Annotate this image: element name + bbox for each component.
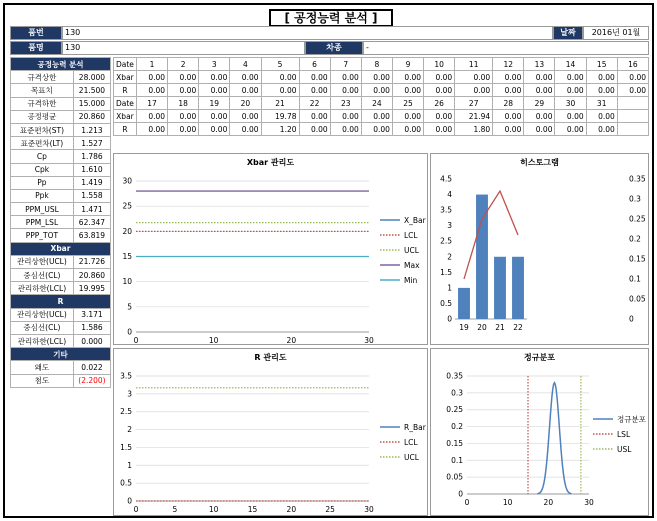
data-cell: 27: [455, 97, 493, 110]
data-cell: 0.00: [136, 110, 167, 123]
summary-label: Ppk: [11, 189, 74, 202]
legend-label: R_Bar: [404, 423, 426, 432]
data-cell: 31: [586, 97, 617, 110]
section-header: Xbar: [11, 242, 111, 255]
y-tick-label: 20: [122, 226, 132, 236]
histogram-bar: [512, 257, 524, 319]
part-name-label: 품명: [10, 41, 62, 55]
data-cell: 5: [261, 58, 299, 71]
summary-table: [10, 57, 111, 388]
r-chart-title: R 관리도: [254, 353, 287, 362]
data-cell: [617, 123, 648, 136]
y-tick-label: 1: [447, 283, 452, 293]
x-tick-label: 0: [133, 336, 139, 344]
data-cell: 29: [524, 97, 555, 110]
summary-label: PPP_TOT: [11, 229, 74, 242]
section-header: 기타: [11, 348, 111, 361]
y-tick-label: 0.1: [451, 455, 463, 465]
summary-value: 15.000: [73, 97, 110, 110]
summary-label: Pp: [11, 176, 74, 189]
data-cell: 24: [361, 97, 392, 110]
data-cell: 0.00: [199, 110, 230, 123]
x-tick-label: 20: [286, 505, 297, 514]
distribution-line: [464, 191, 518, 279]
y-tick-label: 25: [122, 201, 132, 211]
y2-tick-label: 0.05: [629, 294, 646, 304]
y-tick-label: 0.2: [451, 422, 463, 432]
x-tick-label: 30: [364, 505, 374, 514]
summary-label: Cp: [11, 150, 74, 163]
summary-value: 63.819: [73, 229, 110, 242]
data-cell: 1.80: [455, 123, 493, 136]
legend-label: LSL: [617, 430, 631, 439]
data-cell: 0.00: [424, 84, 455, 97]
data-cell: 17: [136, 97, 167, 110]
data-cell: 0.00: [361, 110, 392, 123]
data-cell: 0.00: [199, 123, 230, 136]
data-cell: 1.20: [261, 123, 299, 136]
data-cell: 0.00: [330, 110, 361, 123]
data-cell: 16: [617, 58, 648, 71]
histogram-bar: [458, 288, 470, 319]
summary-value: (2.200): [73, 374, 110, 387]
y-tick-label: 2.5: [440, 236, 452, 246]
summary-value: 28.000: [73, 71, 110, 84]
data-cell: 0.00: [493, 84, 524, 97]
y2-tick-label: 0: [629, 314, 634, 324]
y2-tick-label: 0.3: [629, 194, 641, 204]
y-tick-label: 0.5: [440, 298, 452, 308]
data-cell: 9: [392, 58, 423, 71]
data-cell: 0.00: [524, 84, 555, 97]
x-tick-label: 10: [208, 336, 219, 344]
r-chart: [113, 348, 428, 516]
y-tick-label: 0.25: [446, 405, 463, 415]
y-tick-label: 3: [447, 221, 452, 231]
data-cell: 0.00: [230, 84, 261, 97]
data-cell: 0.00: [617, 71, 648, 84]
data-cell: 0.00: [524, 123, 555, 136]
normal-dist-chart-title: 정규분포: [524, 353, 555, 362]
summary-row: [11, 71, 111, 84]
part-no-value[interactable]: 130: [62, 26, 553, 40]
data-cell: 0.00: [299, 84, 330, 97]
summary-label: 규격상한: [11, 71, 74, 84]
histogram-chart-title: 히스토그램: [520, 158, 559, 167]
data-cell: 0.00: [586, 84, 617, 97]
data-cell: 4: [230, 58, 261, 71]
data-cell: 21.94: [455, 110, 493, 123]
y-tick-label: 3.5: [120, 371, 132, 381]
data-cell: 0.00: [617, 84, 648, 97]
x-tick-label: 10: [208, 505, 219, 514]
normal-dist-chart: [430, 348, 649, 516]
data-cell: 0.00: [424, 110, 455, 123]
data-cell: 2: [168, 58, 199, 71]
data-cell: 0.00: [524, 71, 555, 84]
summary-row: [11, 163, 111, 176]
summary-value: 19.995: [73, 282, 110, 295]
x-tick-label: 21: [495, 323, 505, 332]
legend-label: X_Bar: [404, 216, 426, 225]
x-tick-label: 20: [286, 336, 297, 344]
summary-row: [11, 334, 111, 347]
summary-label: 관리상한(UCL): [11, 308, 74, 321]
data-cell: 28: [493, 97, 524, 110]
summary-label: 중심선(CL): [11, 321, 74, 334]
page-title: [ 공정능력 분석 ]: [269, 9, 393, 27]
row-header: Xbar: [114, 71, 137, 84]
section-header: R: [11, 295, 111, 308]
y-tick-label: 5: [127, 302, 132, 312]
y-tick-label: 0.05: [446, 472, 463, 482]
data-cell: 0.00: [361, 84, 392, 97]
summary-label: 왜도: [11, 361, 74, 374]
x-tick-label: 10: [502, 498, 513, 507]
summary-label: 중심선(CL): [11, 269, 74, 282]
summary-value: 1.419: [73, 176, 110, 189]
legend-label: USL: [617, 445, 632, 454]
legend-label: UCL: [404, 453, 419, 462]
data-cell: 10: [424, 58, 455, 71]
summary-value: 3.171: [73, 308, 110, 321]
data-cell: 0.00: [230, 71, 261, 84]
data-cell: 19.78: [261, 110, 299, 123]
data-cell: 0.00: [261, 71, 299, 84]
legend-label: Max: [404, 261, 420, 270]
data-cell: 0.00: [493, 123, 524, 136]
data-cell: 22: [299, 97, 330, 110]
xbar-chart: [113, 153, 428, 345]
summary-row: [11, 97, 111, 110]
summary-row: [11, 255, 111, 268]
data-cell: 0.00: [330, 84, 361, 97]
data-cell: 14: [555, 58, 586, 71]
summary-value: 1.610: [73, 163, 110, 176]
data-cell: 26: [424, 97, 455, 110]
x-tick-label: 20: [477, 323, 487, 332]
y-tick-label: 3: [127, 389, 132, 399]
y-tick-label: 0.35: [446, 371, 463, 381]
y2-tick-label: 0.1: [629, 274, 641, 284]
y2-tick-label: 0.2: [629, 234, 641, 244]
summary-row: [11, 137, 111, 150]
report-frame: [3, 3, 654, 518]
data-cell: 0.00: [392, 123, 423, 136]
y-tick-label: 0.15: [446, 438, 463, 448]
data-cell: 30: [555, 97, 586, 110]
data-cell: 18: [168, 97, 199, 110]
xbar-row: [114, 110, 649, 123]
summary-value: 21.500: [73, 84, 110, 97]
legend-label: LCL: [404, 231, 418, 240]
legend-label: UCL: [404, 246, 419, 255]
row-header: R: [114, 123, 137, 136]
summary-row: [11, 84, 111, 97]
summary-row: [11, 361, 111, 374]
data-cell: 1: [136, 58, 167, 71]
data-cell: 0.00: [555, 84, 586, 97]
data-cell: 25: [392, 97, 423, 110]
legend-label: 정규분포: [617, 415, 646, 424]
data-cell: 0.00: [586, 71, 617, 84]
y2-tick-label: 0.25: [629, 214, 646, 224]
data-cell: 0.00: [424, 123, 455, 136]
data-cell: 0.00: [168, 71, 199, 84]
y-tick-label: 1: [127, 460, 132, 470]
summary-row: [11, 229, 111, 242]
summary-row: [11, 308, 111, 321]
summary-label: 관리하한(LCL): [11, 282, 74, 295]
summary-row: [11, 269, 111, 282]
x-tick-label: 0: [133, 505, 139, 514]
x-tick-label: 0: [464, 498, 470, 507]
data-cell: 12: [493, 58, 524, 71]
data-cell: 23: [330, 97, 361, 110]
summary-label: 표준편차(ST): [11, 123, 74, 136]
summary-value: 1.586: [73, 321, 110, 334]
summary-label: 관리하한(LCL): [11, 334, 74, 347]
y-tick-label: 0: [127, 327, 132, 337]
y2-tick-label: 0.15: [629, 254, 646, 264]
summary-value: 21.726: [73, 255, 110, 268]
data-cell: 0.00: [168, 110, 199, 123]
xbar-chart-title: Xbar 관리도: [246, 158, 295, 167]
data-cell: 0.00: [230, 110, 261, 123]
summary-row: [11, 203, 111, 216]
summary-label: 첨도: [11, 374, 74, 387]
y-tick-label: 4.5: [440, 174, 452, 184]
data-cell: 0.00: [586, 123, 617, 136]
summary-value: 1.558: [73, 189, 110, 202]
summary-row: [11, 150, 111, 163]
data-cell: 0.00: [330, 71, 361, 84]
summary-label: Cpk: [11, 163, 74, 176]
x-tick-label: 22: [513, 323, 523, 332]
part-no-label: 품번: [10, 26, 62, 40]
date-value[interactable]: 2016년 01월: [583, 26, 649, 40]
summary-label: 관리상한(UCL): [11, 255, 74, 268]
data-cell: 0.00: [586, 110, 617, 123]
y-tick-label: 0.5: [120, 478, 132, 488]
legend-label: LCL: [404, 438, 418, 447]
summary-label: PPM_LSL: [11, 216, 74, 229]
y-tick-label: 15: [122, 252, 132, 261]
data-cell: 0.00: [136, 71, 167, 84]
y-tick-label: 0: [458, 489, 463, 499]
y-tick-label: 3.5: [440, 205, 452, 215]
data-cell: 6: [299, 58, 330, 71]
y-tick-label: 2: [127, 425, 132, 435]
y-tick-label: 0: [447, 314, 452, 324]
summary-value: 1.471: [73, 203, 110, 216]
r-row: [114, 84, 649, 97]
summary-row: [11, 282, 111, 295]
section-header: 공정능력 분석: [11, 58, 111, 71]
data-cell: 3: [199, 58, 230, 71]
row-header: Date: [114, 58, 137, 71]
x-tick-label: 30: [584, 498, 594, 507]
data-cell: 19: [199, 97, 230, 110]
part-name-value[interactable]: 130: [62, 41, 305, 55]
data-cell: 11: [455, 58, 493, 71]
x-tick-label: 19: [459, 323, 469, 332]
data-cell: 0.00: [424, 71, 455, 84]
histogram-bar: [494, 257, 506, 319]
x-tick-label: 5: [172, 505, 178, 514]
summary-label: 규격하한: [11, 97, 74, 110]
data-cell: [617, 97, 648, 110]
data-cell: 0.00: [168, 84, 199, 97]
histogram-chart: [430, 153, 649, 345]
data-cell: 7: [330, 58, 361, 71]
summary-value: 62.347: [73, 216, 110, 229]
y-tick-label: 30: [122, 176, 132, 186]
summary-row: [11, 374, 111, 387]
data-cell: 0.00: [136, 123, 167, 136]
data-cell: 0.00: [136, 84, 167, 97]
summary-row: [11, 110, 111, 123]
date-row: [114, 97, 649, 110]
y-tick-label: 1.5: [120, 442, 132, 452]
row-header: Date: [114, 97, 137, 110]
summary-row: [11, 321, 111, 334]
summary-value: 1.786: [73, 150, 110, 163]
legend-label: Min: [404, 276, 418, 285]
data-cell: 0.00: [261, 84, 299, 97]
x-tick-label: 25: [325, 505, 335, 514]
data-cell: 0.00: [199, 71, 230, 84]
y-tick-label: 0: [127, 496, 132, 506]
summary-value: 0.000: [73, 334, 110, 347]
data-cell: 0.00: [361, 123, 392, 136]
y-tick-label: 10: [122, 277, 132, 287]
summary-row: [11, 176, 111, 189]
data-cell: 0.00: [455, 71, 493, 84]
y2-tick-label: 0.35: [629, 174, 646, 184]
summary-label: 표준편차(LT): [11, 137, 74, 150]
car-value[interactable]: -: [363, 41, 649, 55]
data-cell: 0.00: [330, 123, 361, 136]
data-cell: 15: [586, 58, 617, 71]
data-cell: 0.00: [168, 123, 199, 136]
data-cell: 0.00: [493, 71, 524, 84]
y-tick-label: 2: [447, 252, 452, 262]
data-cell: 0.00: [230, 123, 261, 136]
summary-value: 20.860: [73, 110, 110, 123]
data-cell: 0.00: [299, 123, 330, 136]
data-cell: 13: [524, 58, 555, 71]
row-header: R: [114, 84, 137, 97]
xbar-row: [114, 71, 649, 84]
data-cell: 20: [230, 97, 261, 110]
data-cell: [617, 110, 648, 123]
summary-row: [11, 123, 111, 136]
date-label: 날짜: [553, 26, 583, 40]
summary-value: 1.527: [73, 137, 110, 150]
data-cell: 0.00: [299, 71, 330, 84]
data-cell: 0.00: [392, 71, 423, 84]
daily-data-table: [113, 57, 649, 136]
x-tick-label: 15: [247, 505, 258, 514]
data-cell: 0.00: [455, 84, 493, 97]
data-cell: 0.00: [299, 110, 330, 123]
y-tick-label: 0.3: [451, 388, 463, 398]
summary-label: PPM_USL: [11, 203, 74, 216]
y-tick-label: 1.5: [440, 267, 452, 277]
y-tick-label: 4: [447, 190, 452, 200]
summary-label: 공정평균: [11, 110, 74, 123]
x-tick-label: 30: [364, 336, 374, 344]
x-tick-label: 20: [543, 498, 554, 507]
data-cell: 0.00: [555, 123, 586, 136]
y-tick-label: 2.5: [120, 407, 132, 417]
r-row: [114, 123, 649, 136]
data-cell: 0.00: [361, 71, 392, 84]
row-header: Xbar: [114, 110, 137, 123]
data-cell: 0.00: [392, 84, 423, 97]
data-cell: 0.00: [555, 71, 586, 84]
data-cell: 0.00: [493, 110, 524, 123]
summary-value: 0.022: [73, 361, 110, 374]
summary-label: 목표치: [11, 84, 74, 97]
data-cell: 21: [261, 97, 299, 110]
data-cell: 0.00: [524, 110, 555, 123]
summary-value: 1.213: [73, 123, 110, 136]
date-row: [114, 58, 649, 71]
data-cell: 0.00: [199, 84, 230, 97]
data-cell: 0.00: [392, 110, 423, 123]
summary-row: [11, 216, 111, 229]
car-label: 차종: [305, 41, 363, 55]
summary-row: [11, 189, 111, 202]
summary-value: 20.860: [73, 269, 110, 282]
data-cell: 8: [361, 58, 392, 71]
data-cell: 0.00: [555, 110, 586, 123]
